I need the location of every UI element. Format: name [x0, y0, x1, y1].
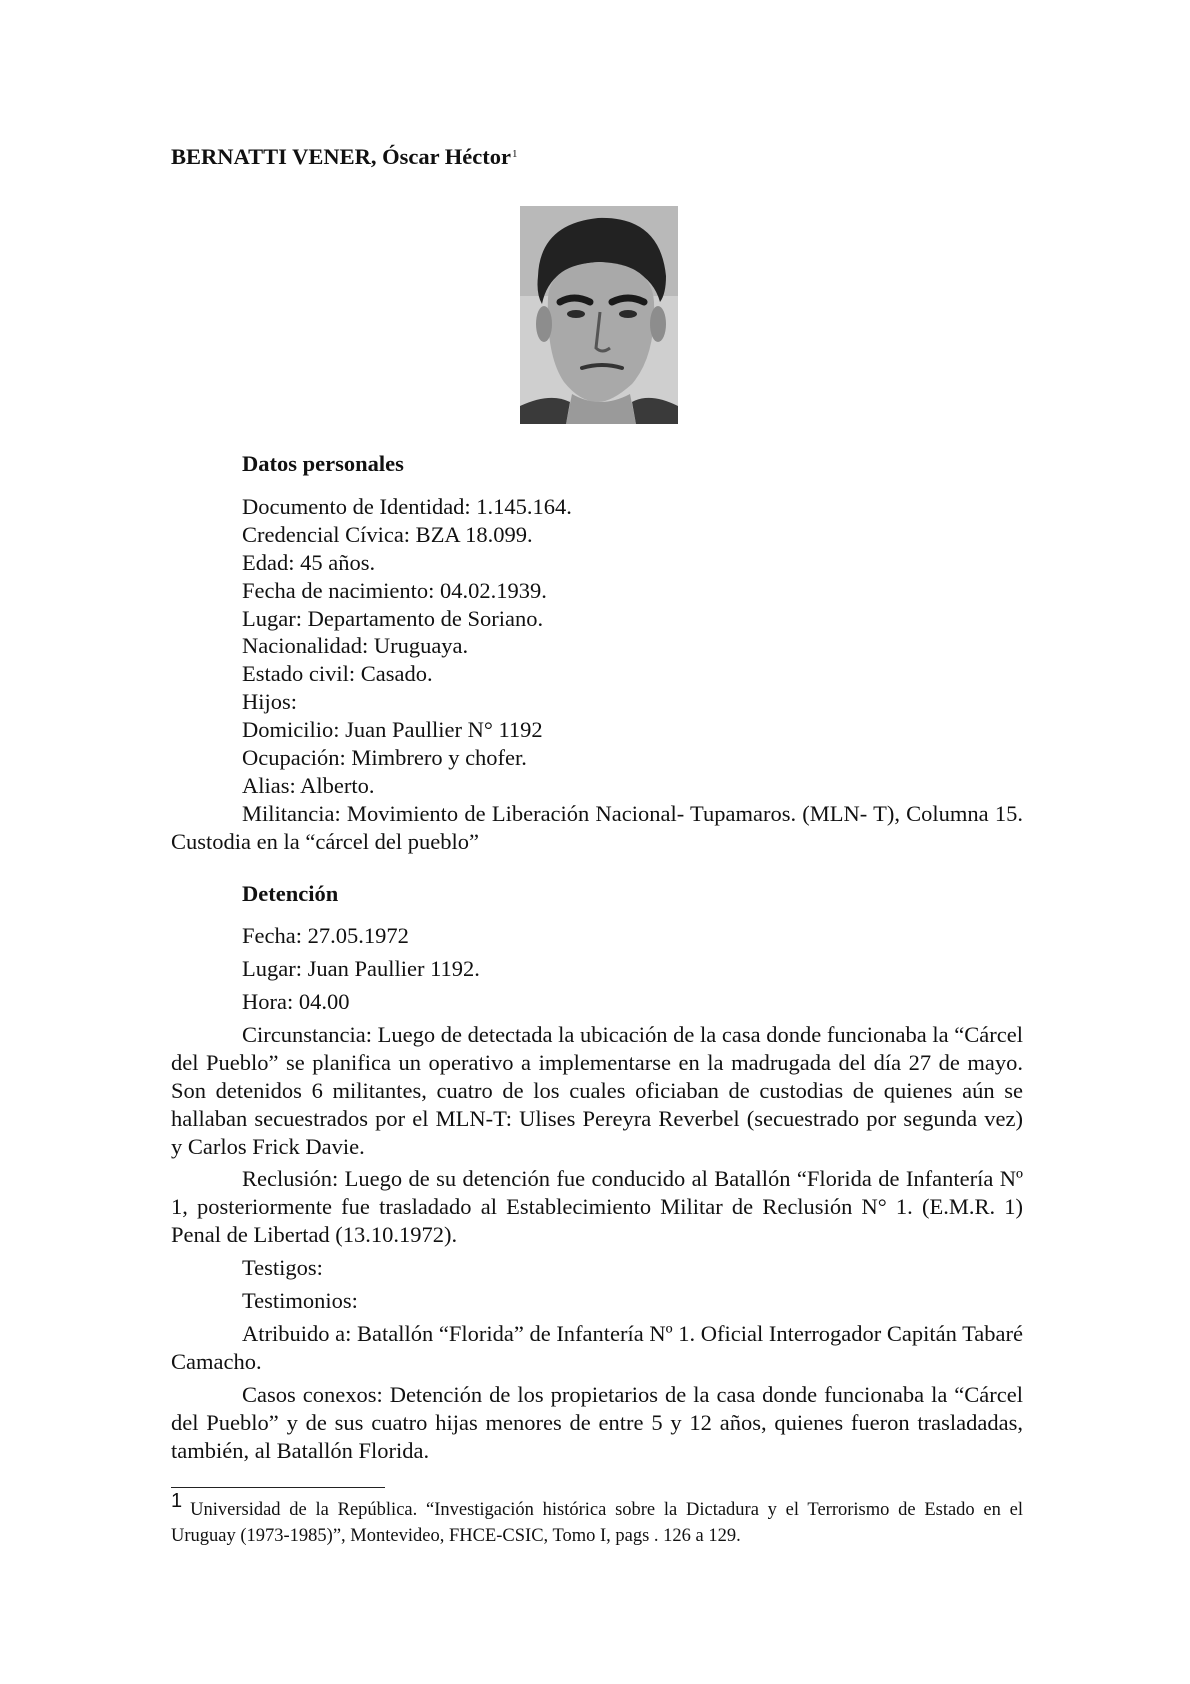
page-title: [171, 143, 518, 171]
portrait-photo-icon: [520, 206, 678, 424]
field-fecha: Fecha: 27.05.1972: [242, 923, 409, 948]
circunstancia-paragraph: Circunstancia: Luego de detectada la ubicación de la casa donde funcionaba la “Cárcel del Pueblo” se planifica un operativo a implementarse en la madrugada del día 27 de mayo. Son detenidos 6 militantes, cuatro de los cuales oficiaban de custodias de quienes aún se hallaban secuestrados por el MLN-T: Ulises Pereyra Reverbel (secuestrado por segunda vez) y Carlos Frick Davie.: [171, 1022, 1023, 1159]
field-alias: Alias: Alberto.: [242, 773, 375, 798]
field-militancia: [171, 800, 1023, 856]
footnote-mark: 1: [171, 1490, 183, 1512]
field-circunstancia: [171, 1021, 1023, 1161]
field-domicilio: Domicilio: Juan Paullier N° 1192: [242, 717, 543, 742]
footnote-text: Universidad de la República. “Investigación histórica sobre la Dictadura y el Terrorismo de Estado en el Uruguay (1973-1985)”, Montevideo, FHCE-CSIC, Tomo I, pags . 126 a 129.: [171, 1500, 1023, 1546]
section-heading-datos-personales: Datos personales: [242, 451, 404, 476]
field-documento: Documento de Identidad: 1.145.164.: [242, 494, 572, 519]
field-lugar-detencion: Lugar: Juan Paullier 1192.: [242, 956, 480, 981]
reclusion-paragraph: Reclusión: Luego de su detención fue conducido al Batallón “Florida de Infantería Nº 1, posteriormente fue trasladado al Establecimiento Militar de Reclusión N° 1. (E.M.R. 1) Penal de Libertad (13.10.1972).: [171, 1166, 1023, 1247]
field-hora: Hora: 04.00: [242, 989, 350, 1014]
field-hijos: Hijos:: [242, 689, 298, 714]
section-heading-detencion: Detención: [242, 881, 339, 906]
atribuido-paragraph: Atribuido a: Batallón “Florida” de Infantería Nº 1. Oficial Interrogador Capitán Tabaré Camacho.: [171, 1321, 1023, 1374]
field-testigos: Testigos:: [242, 1255, 323, 1280]
field-credencial: Credencial Cívica: BZA 18.099.: [242, 522, 533, 547]
field-ocupacion: Ocupación: Mimbrero y chofer.: [242, 745, 527, 770]
field-testimonios: Testimonios:: [242, 1288, 358, 1313]
field-nacionalidad: Nacionalidad: Uruguaya.: [242, 633, 469, 658]
militancia-paragraph: Militancia: Movimiento de Liberación Nacional- Tupamaros. (MLN- T), Columna 15. Custodia en la “cárcel del pueblo”: [171, 801, 1023, 854]
field-nacimiento: Fecha de nacimiento: 04.02.1939.: [242, 578, 547, 603]
footnote: [171, 1490, 1023, 1549]
person-name: BERNATTI VENER, Óscar Héctor: [171, 144, 511, 169]
field-lugar: Lugar: Departamento de Soriano.: [242, 606, 544, 631]
field-estado-civil: Estado civil: Casado.: [242, 661, 433, 686]
field-edad: Edad: 45 años.: [242, 550, 376, 575]
footnote-separator: [171, 1487, 385, 1488]
field-casos-conexos: [171, 1381, 1023, 1465]
field-atribuido: [171, 1320, 1023, 1376]
footnote-reference[interactable]: 1: [512, 148, 518, 160]
casos-conexos-paragraph: Casos conexos: Detención de los propietarios de la casa donde funcionaba la “Cárcel del Pueblo” y de sus cuatro hijas menores de entre 5 y 12 años, quienes fueron trasladadas, también, al Batallón Florida.: [171, 1382, 1023, 1463]
field-reclusion: [171, 1165, 1023, 1249]
